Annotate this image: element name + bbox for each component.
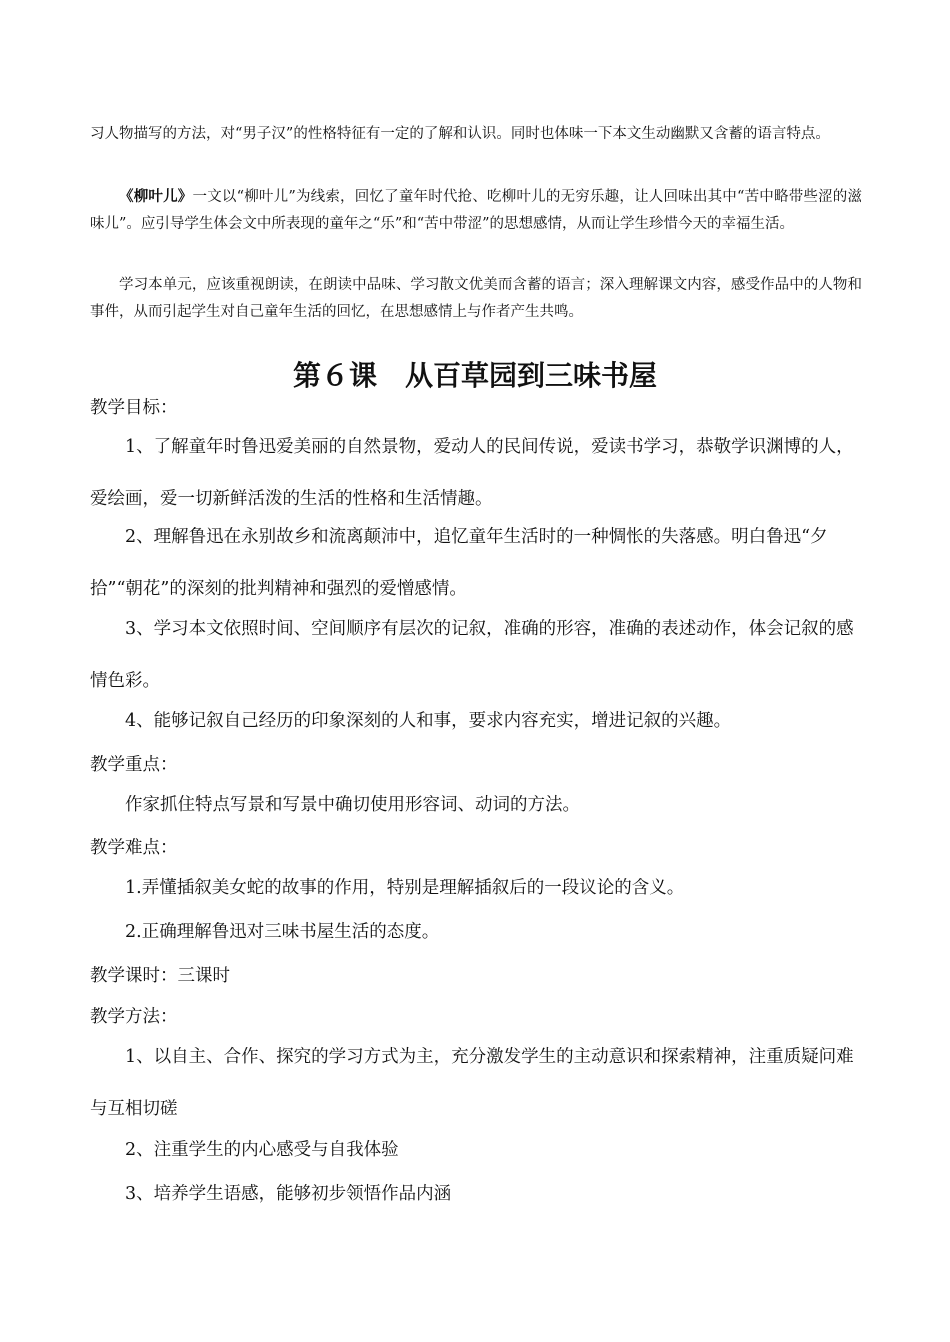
difficulty-heading: 教学难点： xyxy=(90,838,178,858)
book-title-liuyeer: 《柳叶儿》 xyxy=(119,188,193,205)
goals-heading: 教学目标： xyxy=(90,398,178,418)
lesson-title: 第６课 从百草园到三味书屋 xyxy=(292,359,657,392)
goal-item: 2、理解鲁迅在永别故乡和流离颠沛中，追忆童年生活时的一种惆怅的失落感。明白鲁迅“夕拾”“朝花”的深刻的批判精神和强烈的爱憎感情。 xyxy=(90,527,828,599)
difficulty-item: 1.弄懂插叙美女蛇的故事的作用，特别是理解插叙后的一段议论的含义。 xyxy=(125,878,685,898)
focus-heading: 教学重点： xyxy=(90,755,178,775)
intro-paragraph-2 xyxy=(90,183,862,238)
method-item: 3、培养学生语感，能够初步领悟作品内涵 xyxy=(125,1184,452,1204)
goal-item: 3、学习本文依照时间、空间顺序有层次的记叙，准确的形容，准确的表述动作，体会记叙的感情色彩。 xyxy=(90,619,854,691)
hours-line: 教学课时：三课时 xyxy=(90,966,230,986)
focus-text: 作家抓住特点写景和写景中确切使用形容词、动词的方法。 xyxy=(125,795,580,815)
difficulty-item: 2.正确理解鲁迅对三味书屋生活的态度。 xyxy=(125,922,440,942)
method-item: 1、以自主、合作、探究的学习方式为主，充分激发学生的主动意识和探索精神，注重质疑问难与互相切磋 xyxy=(90,1047,854,1119)
intro-paragraph-3: 学习本单元，应该重视朗读，在朗读中品味、学习散文优美而含蓄的语言；深入理解课文内容，感受作品中的人物和事件，从而引起学生对自己童年生活的回忆，在思想感情上与作者产生共鸣。 xyxy=(90,277,862,320)
intro-paragraph-2-text: 一文以“柳叶儿”为线索，回忆了童年时代抢、吃柳叶儿的无穷乐趣，让人回味出其中“苦中略带些涩的滋味儿”。应引导学生体会文中所表现的童年之“乐”和“苦中带涩”的思想感情，从而让学生珍惜今天的幸福生活。 xyxy=(90,189,862,232)
methods-heading: 教学方法： xyxy=(90,1007,178,1027)
intro-paragraph-1: 习人物描写的方法，对“男子汉”的性格特征有一定的了解和认识。同时也体味一下本文生动幽默又含蓄的语言特点。 xyxy=(90,126,830,142)
method-item: 2、注重学生的内心感受与自我体验 xyxy=(125,1140,399,1160)
goal-item: 4、能够记叙自己经历的印象深刻的人和事，要求内容充实，增进记叙的兴趣。 xyxy=(125,711,732,731)
goal-item: 1、了解童年时鲁迅爱美丽的自然景物，爱动人的民间传说，爱读书学习，恭敬学识渊博的人，爱绘画，爱一切新鲜活泼的生活的性格和生活情趣。 xyxy=(90,437,854,509)
